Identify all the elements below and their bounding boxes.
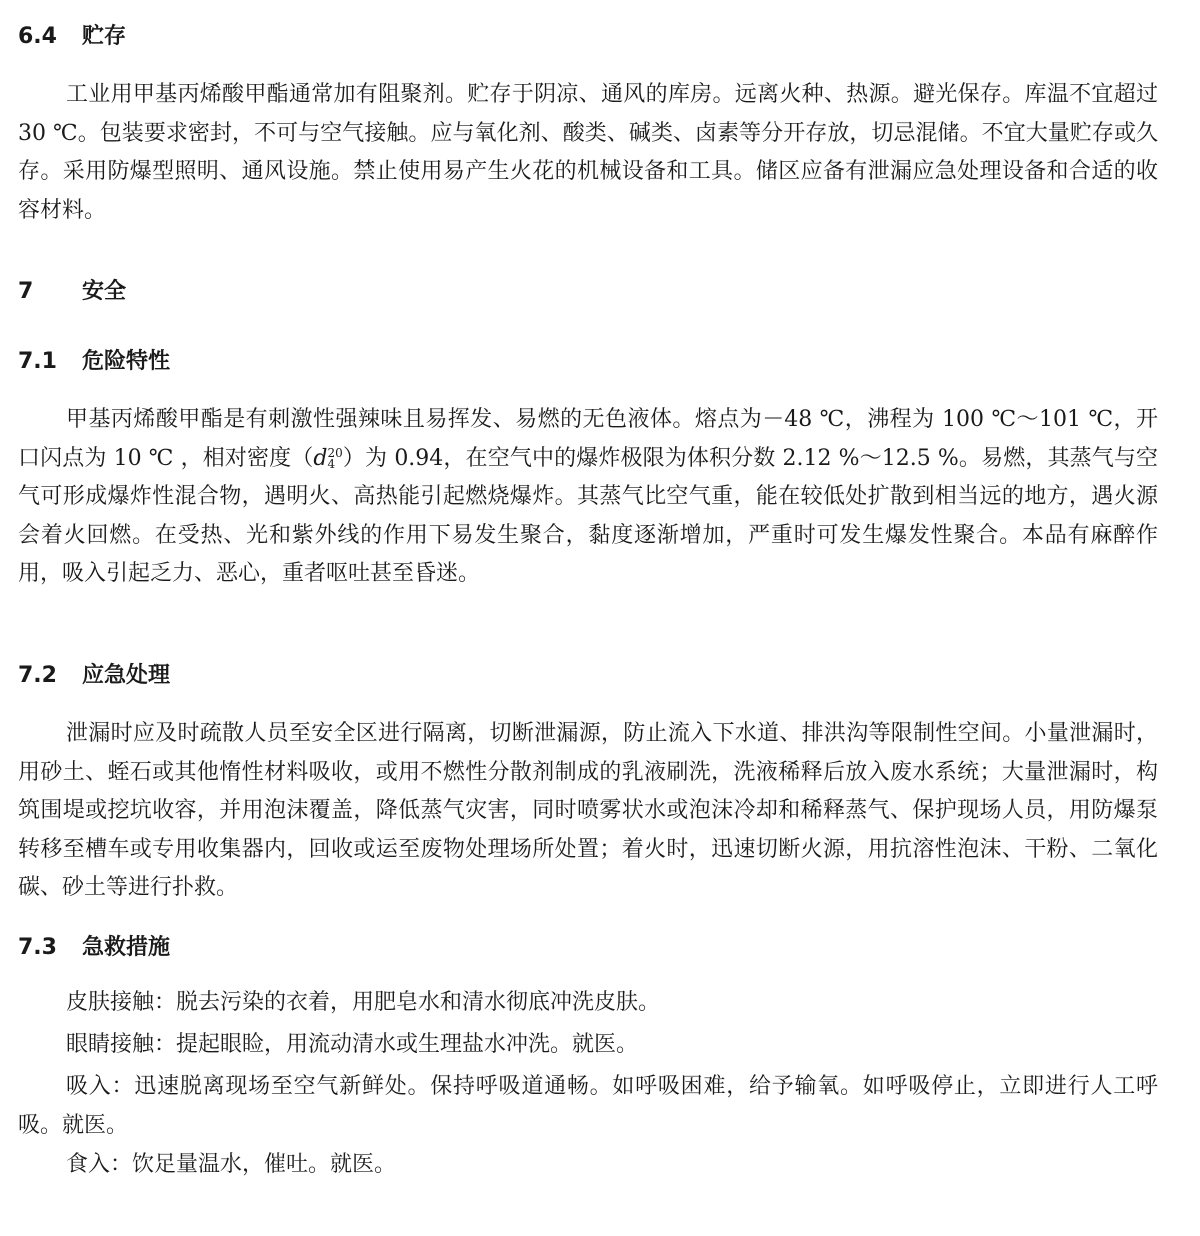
density-scripts [327,445,343,471]
section-number: 7.2 [18,663,57,688]
section-number: 7 [18,279,34,304]
density-symbol: d [313,445,328,471]
storage-paragraph: 工业用甲基丙烯酸甲酯通常加有阻聚剂。贮存于阴凉、通风的库房。远离火种、热源。避光保存。库温不宜超过 30 ℃。包装要求密封，不可与空气接触。应与氧化剂、酸类、碱类、卤素等分开存放，切忌混储。不宜大量贮存或久存。采用防爆型照明、通风设施。禁止使用易产生火花的机械设备和工具。储区应备有泄漏应急处理设备和合适的收容材料。 [18,82,1158,223]
first-aid-inhale: 吸入：迅速脱离现场至空气新鲜处。保持呼吸道通畅。如呼吸困难，给予输氧。如呼吸停止，立即进行人工呼吸。就医。 [18,1074,1158,1138]
section-7-1-heading [18,347,170,377]
section-6-4-heading [18,22,126,52]
hazard-text-part-2: ）为 0.94，在空气中的爆炸极限为体积分数 2.12 %～12.5 %。易燃，其蒸气与空气可形成爆炸性混合物，遇明火、高热能引起燃烧爆炸。其蒸气比空气重，能在较低处扩散到相当远的地方，遇火源会着火回燃。在受热、光和紫外线的作用下易发生聚合，黏度逐渐增加，严重时可发生爆发性聚合。本品有麻醉作用，吸入引起乏力、恶心，重者呕吐甚至昏迷。 [18,445,1158,587]
section-number: 6.4 [18,24,57,49]
hazard-text-part-1: 甲基丙烯酸甲酯是有刺激性强辣味且易挥发、易燃的无色液体。熔点为－48 ℃，沸程为 100 ℃～101 ℃，开口闪点为 10 ℃ ，相对密度（ [18,407,1158,471]
emergency-paragraph: 泄漏时应及时疏散人员至安全区进行隔离，切断泄漏源，防止流入下水道、排洪沟等限制性空间。小量泄漏时，用砂土、蛭石或其他惰性材料吸收，或用不燃性分散剂制成的乳液刷洗，洗液稀释后放入废水系统；大量泄漏时，构筑围堤或挖坑收容，并用泡沫覆盖，降低蒸气灾害，同时喷雾状水或泡沫冷却和稀释蒸气、保护现场人员，用防爆泵转移至槽车或专用收集器内，回收或运至废物处理场所处置；着火时，迅速切断火源，用抗溶性泡沫、干粉、二氧化碳、砂土等进行扑救。 [18,721,1158,901]
section-7-3-heading [18,933,170,963]
section-7-heading [18,277,126,307]
section-title: 危险特性 [82,349,171,374]
section-title: 贮存 [82,24,127,49]
section-number: 7.1 [18,349,57,374]
first-aid-eye: 眼睛接触：提起眼睑，用流动清水或生理盐水冲洗。就医。 [66,1032,639,1057]
density-superscript: 20 [327,445,343,460]
section-title: 急救措施 [82,935,171,960]
section-title: 应急处理 [82,663,171,688]
section-number: 7.3 [18,935,57,960]
first-aid-skin: 皮肤接触：脱去污染的衣着，用肥皂水和清水彻底冲洗皮肤。 [66,990,661,1015]
hazard-paragraph [18,401,1158,594]
first-aid-ingest: 食入：饮足量温水，催吐。就医。 [66,1152,397,1177]
section-title: 安全 [82,279,127,304]
section-7-2-heading [18,661,170,691]
density-subscript: 4 [327,456,336,471]
